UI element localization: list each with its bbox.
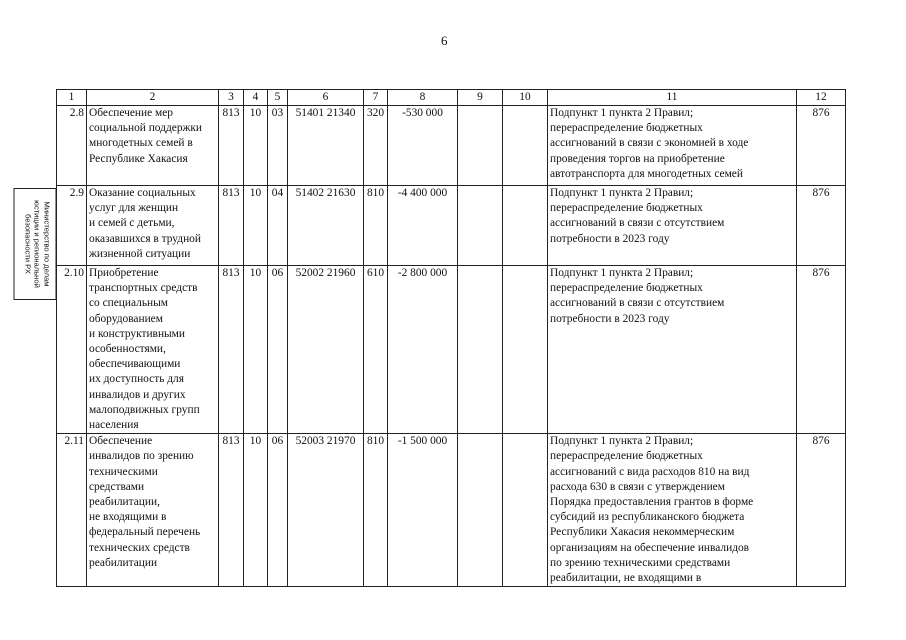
target-article-code: 52003 21970 <box>288 434 364 587</box>
subsection-code: 06 <box>268 434 288 587</box>
column-12-code: 876 <box>797 266 846 434</box>
basis-text: Подпункт 1 пункта 2 Правил; перераспределение бюджетных ассигнований в связи с экономией в ходе проведения торгов на приобретение автотранспорта для многодетных семей <box>548 106 797 186</box>
column-12-code: 876 <box>797 186 846 266</box>
column-9-cell <box>458 434 503 587</box>
basis-text: Подпункт 1 пункта 2 Правил; перераспределение бюджетных ассигнований в связи с отсутствием потребности в 2023 году <box>548 266 797 434</box>
column-9-cell <box>458 186 503 266</box>
page-number: 6 <box>441 33 448 48</box>
grbs-code: 813 <box>219 186 244 266</box>
expense-type-code: 810 <box>364 186 388 266</box>
column-header: 1 <box>57 90 87 106</box>
registration-stamp <box>13 188 56 300</box>
column-12-code: 876 <box>797 434 846 587</box>
target-article-code: 51401 21340 <box>288 106 364 186</box>
column-header: 6 <box>288 90 364 106</box>
grbs-code: 813 <box>219 434 244 587</box>
expense-name: Обеспечение мер социальной поддержки многодетных семей в Республике Хакасия <box>87 106 219 186</box>
header-row <box>57 90 846 106</box>
subsection-code: 04 <box>268 186 288 266</box>
row-number: 2.10 <box>57 266 87 434</box>
stamp-frame <box>13 188 56 300</box>
expense-name: Оказание социальных услуг для женщин и семей с детьми, оказавшихся в трудной жизненной ситуации <box>87 186 219 266</box>
table-row <box>57 186 846 266</box>
amount: -530 000 <box>388 106 458 186</box>
row-number: 2.11 <box>57 434 87 587</box>
table-row <box>57 434 846 587</box>
row-number: 2.8 <box>57 106 87 186</box>
grbs-code: 813 <box>219 266 244 434</box>
column-header: 9 <box>458 90 503 106</box>
target-article-code: 52002 21960 <box>288 266 364 434</box>
expense-type-code: 320 <box>364 106 388 186</box>
column-header: 8 <box>388 90 458 106</box>
table-row <box>57 106 846 186</box>
expense-type-code: 810 <box>364 434 388 587</box>
column-header: 4 <box>244 90 268 106</box>
budget-changes-table <box>56 89 846 587</box>
column-10-cell <box>503 186 548 266</box>
expense-name: Приобретение транспортных средств со специальным оборудованием и конструктивными особенностями, обеспечивающими их доступность для инвалидов и других малоподвижных групп населения <box>87 266 219 434</box>
section-code: 10 <box>244 106 268 186</box>
subsection-code: 03 <box>268 106 288 186</box>
expense-name: Обеспечение инвалидов по зрению техническими средствами реабилитации, не входящими в федеральный перечень технических средств реабилитации <box>87 434 219 587</box>
table-row <box>57 266 846 434</box>
expense-type-code: 610 <box>364 266 388 434</box>
column-9-cell <box>458 266 503 434</box>
column-header: 10 <box>503 90 548 106</box>
section-code: 10 <box>244 266 268 434</box>
row-number: 2.9 <box>57 186 87 266</box>
column-header: 2 <box>87 90 219 106</box>
column-header: 12 <box>797 90 846 106</box>
column-12-code: 876 <box>797 106 846 186</box>
section-code: 10 <box>244 434 268 587</box>
column-10-cell <box>503 434 548 587</box>
column-header: 5 <box>268 90 288 106</box>
basis-text: Подпункт 1 пункта 2 Правил; перераспределение бюджетных ассигнований с вида расходов 810 на вид расхода 630 в связи с утверждением Порядка предоставления грантов в форме субсидий из республиканского бюджета Республики Хакасия некоммерческим организациям на обеспечение инвалидов по зрению техническими средствами реабилитации, не входящими в <box>548 434 797 587</box>
stamp-line: безопасности РХ <box>23 214 32 274</box>
amount: -2 800 000 <box>388 266 458 434</box>
column-header: 3 <box>219 90 244 106</box>
amount: -4 400 000 <box>388 186 458 266</box>
basis-text: Подпункт 1 пункта 2 Правил; перераспределение бюджетных ассигнований в связи с отсутствием потребности в 2023 году <box>548 186 797 266</box>
column-10-cell <box>503 106 548 186</box>
column-10-cell <box>503 266 548 434</box>
column-9-cell <box>458 106 503 186</box>
stamp-line: Министерство по делам <box>42 201 51 287</box>
section-code: 10 <box>244 186 268 266</box>
column-header: 11 <box>548 90 797 106</box>
amount: -1 500 000 <box>388 434 458 587</box>
grbs-code: 813 <box>219 106 244 186</box>
target-article-code: 51402 21630 <box>288 186 364 266</box>
stamp-line: юстиции и региональной <box>32 200 42 288</box>
column-header: 7 <box>364 90 388 106</box>
subsection-code: 06 <box>268 266 288 434</box>
